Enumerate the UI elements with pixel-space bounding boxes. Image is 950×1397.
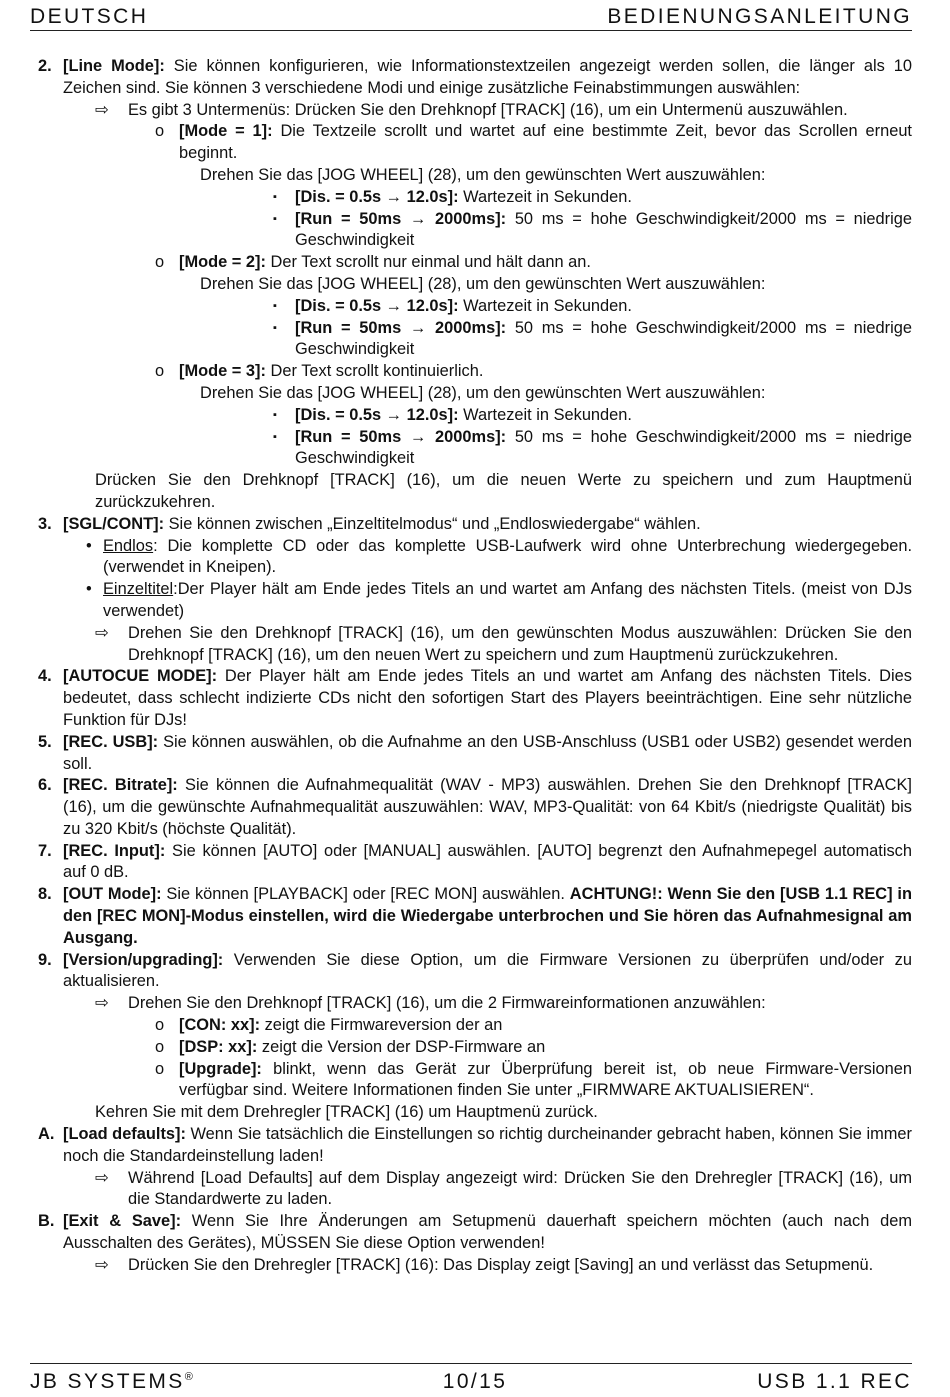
circle-bullet-icon: o (155, 1059, 165, 1078)
run-text: 50 ms = hohe Geschwindigkeit/2000 ms = niedrige Geschwindigkeit (295, 427, 912, 468)
jog-instruction: Drehen Sie das [JOG WHEEL] (28), um den gewünschten Wert auszuwählen: (200, 383, 766, 402)
bullet-icon: • (86, 580, 92, 599)
item-version-upgrading (38, 950, 912, 994)
sub-item-title: [Upgrade]: (179, 1059, 262, 1078)
sub-item-run (270, 318, 912, 362)
closing-instruction: Drücken Sie den Drehknopf [TRACK] (16), um die neuen Werte zu speichern und zum Hauptmenü zurückzukehren. (95, 471, 912, 511)
item-title: [REC. USB]: (63, 732, 159, 751)
page-header (30, 2, 912, 31)
square-bullet-icon: ▪ (273, 408, 277, 421)
closing-instruction: Kehren Sie mit dem Drehregler [TRACK] (16) um Hauptmenü zurück. (95, 1103, 598, 1122)
sub-item-title: [DSP: xx]: (179, 1037, 258, 1056)
item-rec-usb (38, 732, 912, 776)
arrow-step (95, 623, 912, 667)
sub-item-upgrade (152, 1059, 912, 1103)
arrow-step-text: Während [Load Defaults] auf dem Display angezeigt wird: Drücken Sie den Drehregler [TRACK] (16), um die Standardwerte zu laden. (128, 1168, 912, 1209)
brand-name: JB SYSTEMS (30, 1370, 185, 1393)
page-footer (30, 1363, 912, 1394)
item-text: Der Player hält am Ende jedes Titels an und wartet am Anfang des nächsten Titels. Dies bedeutet, dass schlecht indizierte CDs nicht den sofortigen Start des Players beeinträchtigen. Eine sehr nützliche Funktion für DJs! (63, 667, 912, 729)
item-title: [SGL/CONT]: (63, 514, 165, 533)
dis-label-b: 12.0s]: (402, 187, 459, 206)
bullet-term: Einzeltitel (103, 580, 174, 599)
run-label-b: 2000ms]: (426, 427, 507, 446)
sub-item-title: [CON: xx]: (179, 1016, 261, 1035)
jog-instruction: Drehen Sie das [JOG WHEEL] (28), um den gewünschten Wert auszuwählen: (200, 274, 766, 293)
arrow-step-text: Drehen Sie den Drehknopf [TRACK] (16), um die 2 Firmwareinformationen anzuwählen: (128, 994, 766, 1013)
item-number: 9. (38, 950, 52, 969)
arrow-step (95, 1255, 912, 1277)
item-title: [AUTOCUE MODE]: (63, 667, 218, 686)
dis-text: Wartezeit in Sekunden. (458, 187, 632, 206)
circle-bullet-icon: o (155, 362, 165, 381)
sub-item-run (270, 209, 912, 253)
manual-content (38, 56, 912, 1277)
arrow-step (95, 1168, 912, 1212)
item-number: 4. (38, 667, 52, 686)
right-arrow-icon: → (409, 427, 427, 446)
bullet-text: : Die komplette CD oder das komplette USB-Laufwerk wird ohne Unterbrechung wiedergegeben. (verwendet in Kneipen). (103, 536, 912, 577)
arrow-icon: ⇨ (95, 100, 109, 119)
circle-bullet-icon: o (155, 1037, 165, 1056)
dis-text: Wartezeit in Sekunden. (458, 405, 632, 424)
item-number: 5. (38, 732, 52, 751)
run-label-a: [Run = 50ms (295, 318, 410, 337)
arrow-step (95, 100, 912, 122)
item-autocue-mode (38, 666, 912, 731)
item-number: 7. (38, 841, 52, 860)
circle-bullet-icon: o (155, 1016, 165, 1035)
arrow-icon: ⇨ (95, 994, 109, 1013)
sub-item-dis (270, 405, 912, 427)
sub-item-mode-3 (152, 361, 912, 383)
item-title: [OUT Mode]: (63, 885, 162, 904)
sub-item-run (270, 427, 912, 471)
arrow-step-text: Es gibt 3 Untermenüs: Drücken Sie den Drehknopf [TRACK] (16), um ein Untermenü auszuwählen. (128, 100, 848, 119)
item-number: 6. (38, 776, 52, 795)
item-rec-input (38, 841, 912, 885)
item-number: B. (38, 1212, 55, 1231)
item-text: Wenn Sie tatsächlich die Einstellungen so richtig durcheinander gebracht haben, können Sie immer noch die Standardeinstellung laden! (63, 1125, 912, 1165)
item-number: 3. (38, 514, 52, 533)
right-arrow-icon: → (385, 296, 403, 315)
item-number: 2. (38, 57, 52, 75)
footer-brand (30, 1370, 193, 1394)
item-title: [Load defaults]: (63, 1125, 186, 1144)
right-arrow-icon: → (409, 209, 427, 228)
header-language: DEUTSCH (30, 5, 149, 28)
run-label-a: [Run = 50ms (295, 427, 410, 446)
arrow-icon: ⇨ (95, 623, 109, 642)
square-bullet-icon: ▪ (273, 190, 277, 203)
sub-item-dis (270, 296, 912, 318)
sub-item-dis (270, 187, 912, 209)
dis-label-a: [Dis. = 0.5s (295, 187, 386, 206)
bullet-text: :Der Player hält am Ende jedes Titels an und wartet am Anfang des nächsten Titels. (meist von DJs verwendet) (103, 580, 912, 620)
registered-mark: ® (184, 1371, 193, 1383)
footer-model: USB 1.1 REC (757, 1370, 912, 1393)
item-title: [REC. Input]: (63, 841, 166, 860)
arrow-step-text: Drücken Sie den Drehregler [TRACK] (16): Das Display zeigt [Saving] an und verlässt das Setupmenü. (128, 1255, 874, 1274)
item-line-mode (38, 56, 912, 100)
right-arrow-icon: → (409, 318, 427, 337)
dis-label-a: [Dis. = 0.5s (295, 405, 386, 424)
item-title: [Version/upgrading]: (63, 950, 224, 969)
dis-text: Wartezeit in Sekunden. (458, 296, 632, 315)
square-bullet-icon: ▪ (273, 212, 277, 225)
bullet-term: Endlos (103, 536, 154, 555)
item-text: Sie können zwischen „Einzeltitelmodus“ und „Endloswiedergabe“ wählen. (164, 514, 701, 533)
item-text: Sie können [PLAYBACK] oder [REC MON] auswählen. (161, 885, 570, 904)
sub-item-dsp (152, 1037, 912, 1059)
item-text: Verwenden Sie diese Option, um die Firmware Versionen zu überprüfen und/oder zu aktualisieren. (63, 950, 912, 991)
dis-label-a: [Dis. = 0.5s (295, 296, 386, 315)
dis-label-b: 12.0s]: (402, 405, 459, 424)
mode-text: Der Text scrollt nur einmal und hält dann an. (265, 253, 591, 272)
item-out-mode (38, 884, 912, 949)
run-label-b: 2000ms]: (426, 318, 507, 337)
item-load-defaults (38, 1124, 912, 1168)
jog-instruction: Drehen Sie das [JOG WHEEL] (28), um den gewünschten Wert auszuwählen: (200, 165, 766, 184)
item-title: [REC. Bitrate]: (63, 776, 178, 795)
mode-title: [Mode = 3]: (179, 362, 266, 381)
run-text: 50 ms = hohe Geschwindigkeit/2000 ms = niedrige Geschwindigkeit (295, 318, 912, 359)
circle-bullet-icon: o (155, 122, 165, 141)
mode-title: [Mode = 1]: (179, 122, 273, 141)
item-text: Sie können [AUTO] oder [MANUAL] auswählen. [AUTO] begrenzt den Aufnahmepegel automatisch auf 0 dB. (63, 841, 912, 882)
square-bullet-icon: ▪ (273, 299, 277, 312)
arrow-icon: ⇨ (95, 1255, 109, 1274)
warning-text: ACHTUNG!: Wenn Sie den [USB 1.1 REC] in den [REC MON]-Modus einstellen, wird die Wiedergabe unterbrochen und Sie hören das Aufnahmesignal am Ausgang. (63, 885, 912, 947)
header-title: BEDIENUNGSANLEITUNG (607, 5, 912, 28)
item-title: [Exit & Save]: (63, 1212, 182, 1231)
run-text: 50 ms = hohe Geschwindigkeit/2000 ms = niedrige Geschwindigkeit (295, 209, 912, 250)
square-bullet-icon: ▪ (273, 430, 277, 443)
mode-text: Der Text scrollt kontinuierlich. (265, 362, 484, 381)
sub-item-mode-1 (152, 121, 912, 165)
item-number: 8. (38, 885, 52, 904)
bullet-einzeltitel (86, 579, 912, 623)
item-text: Sie können die Aufnahmequalität (WAV - MP3) auswählen. Drehen Sie den Drehknopf [TRACK] (16), um die gewünschte Aufnahmequalität auszuwählen: WAV, MP3-Qualität: von 64 Kbit/s (niedrigste Qualität) bis zu 320 Kbit/s (höchste Qualität). (63, 776, 912, 838)
dis-label-b: 12.0s]: (402, 296, 459, 315)
run-label-b: 2000ms]: (426, 209, 507, 228)
run-label-a: [Run = 50ms (295, 209, 410, 228)
bullet-icon: • (86, 536, 92, 555)
sub-item-con (152, 1015, 912, 1037)
item-rec-bitrate (38, 775, 912, 840)
sub-item-text: zeigt die Firmwareversion der an (260, 1016, 503, 1035)
bullet-endlos (86, 536, 912, 580)
circle-bullet-icon: o (155, 253, 165, 272)
page-number: 10/15 (442, 1370, 508, 1393)
sub-item-text: blinkt, wenn das Gerät zur Überprüfung bereit ist, ob neue Firmware-Versionen verfügbar sind. Weitere Informationen finden Sie unter „FIRMWARE AKTUALISIEREN“. (179, 1059, 912, 1100)
item-sgl-cont (38, 514, 912, 536)
arrow-step-text: Drehen Sie den Drehknopf [TRACK] (16), um den gewünschten Modus auszuwählen: Drücken Sie den Drehknopf [TRACK] (16), um den neuen Wert zu speichern und zum Hauptmenü zurückzukehren. (128, 623, 912, 664)
arrow-icon: ⇨ (95, 1168, 109, 1187)
mode-text: Die Textzeile scrollt und wartet auf eine bestimmte Zeit, bevor das Scrollen erneut beginnt. (179, 122, 912, 163)
sub-item-text: zeigt die Version der DSP-Firmware an (257, 1037, 546, 1056)
arrow-step (95, 993, 912, 1015)
item-text: Wenn Sie Ihre Änderungen am Setupmenü dauerhaft speichern möchten (auch nach dem Ausschalten des Gerätes), MÜSSEN Sie diese Option verwenden! (63, 1212, 912, 1253)
item-number: A. (38, 1125, 55, 1144)
item-text: Sie können konfigurieren, wie Informationstextzeilen angezeigt werden sollen, die länger als 10 Zeichen sind. Sie können 3 verschiedene Modi und einige zusätzliche Feinabstimmungen auswählen: (63, 57, 912, 97)
sub-item-mode-2 (152, 252, 912, 274)
item-exit-save (38, 1211, 912, 1255)
mode-title: [Mode = 2]: (179, 253, 266, 272)
right-arrow-icon: → (385, 187, 403, 206)
right-arrow-icon: → (385, 405, 403, 424)
item-title: [Line Mode]: (63, 57, 165, 75)
square-bullet-icon: ▪ (273, 321, 277, 334)
item-text: Sie können auswählen, ob die Aufnahme an den USB-Anschluss (USB1 oder USB2) gesendet werden soll. (63, 732, 912, 773)
